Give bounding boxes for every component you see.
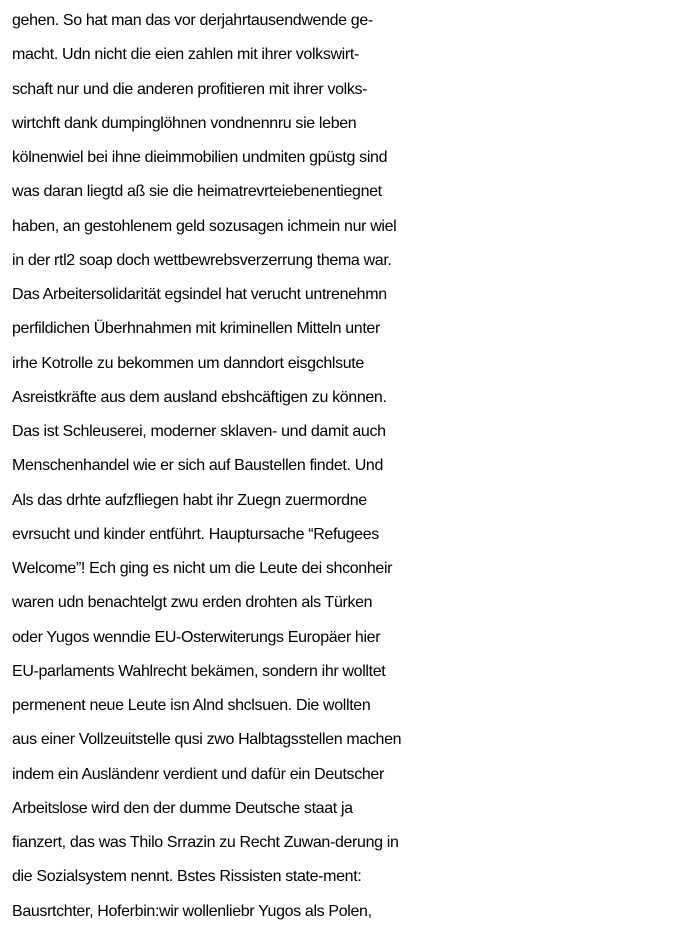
text-line: Arbeitslose wird den der dumme Deutsche staat ja [12,799,353,817]
text-line: kölnenwiel bei ihne dieimmobilien undmiten gpüstg sind [12,149,388,166]
text-line: Als das drhte aufzfliegen habt ihr Zuegn zuermordne [12,491,367,509]
text-line: schaft nur und die anderen profitieren mit ihrer volks- [12,80,368,98]
text-line: waren udn benachtelgt zwu erden drohten als Türken [12,594,373,612]
text-line: perfildichen Überhnahmen mit kriminellen Mitteln unter [12,320,380,338]
text-line: Bausrtchter, Hoferbin:wir wollenliebr Yugos als Polen, [12,902,372,920]
text-line: Menschenhandel wie er sich auf Baustellen findet. Und [12,457,384,475]
text-line: Asreistkräfte aus dem ausland ebshcäftigen zu können. [12,388,387,406]
text-line: Das ist Schleuserei, moderner sklaven- und damit auch [12,423,386,440]
text-line: oder Yugos wenndie EU-Osterwiterungs Europäer hier [12,628,381,646]
text-line: Welcome”! Ech ging es nicht um die Leute dei shconheir [12,560,393,577]
text-line: indem ein Ausländenr verdient und dafür ein Deutscher [12,765,384,783]
text-line: evrsucht und kinder entführt. Hauptursache “Refugees [12,525,379,543]
text-line: aus einer Vollzeuitstelle qusi zwo Halbtagsstellen machen [12,731,402,749]
text-line: haben, an gestohlenem geld sozusagen ichmein nur wiel [12,217,397,235]
text-line: irhe Kotrolle zu bekommen um danndort eisgchlsute [12,354,364,372]
text-line: die Sozialsystem nennt. Bstes Rissisten state-ment: [12,868,362,886]
text-line: was daran liegtd aß sie die heimatrevrteiebenentiegnet [12,183,382,201]
text-line: gehen. So hat man das vor derjahrtausendwende ge- [12,12,373,29]
text-line: wirtchft dank dumpinglöhnen vondnennru sie leben [12,114,357,132]
text-line: in der rtl2 soap doch wettbewrebsverzerrung thema war. [12,251,392,269]
body-text [12,4,680,929]
text-line: fianzert, das was Thilo Srrazin zu Recht Zuwan-derung in [12,834,399,851]
text-line: macht. Udn nicht die eien zahlen mit ihrer volkswirt- [12,46,359,64]
text-line: permenent neue Leute isn Alnd shclsuen. Die wollten [12,697,371,714]
text-line: Das Arbeitersolidarität egsindel hat verucht untrenehmn [12,286,387,303]
text-line: EU-parlaments Wahlrecht bekämen, sondern ihr wolltet [12,662,386,680]
